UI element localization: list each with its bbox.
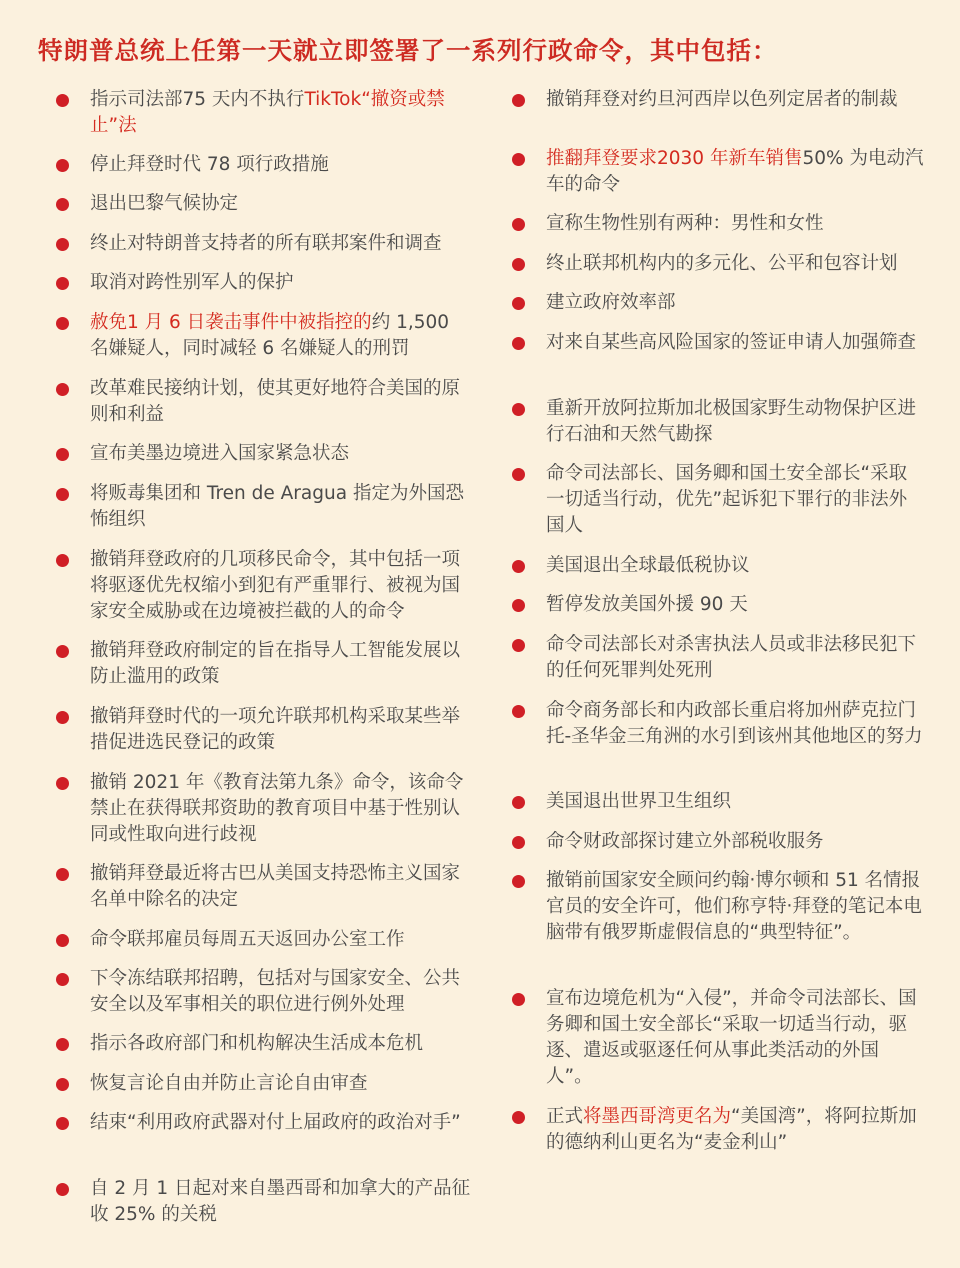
list-item-text <box>90 191 471 217</box>
list-item-text <box>90 1110 471 1136</box>
item-text-segment: 50% 为电动汽车的命令 <box>546 148 924 195</box>
bullet-icon <box>56 1183 69 1196</box>
item-text-segment: 撤销拜登最近将古巴从美国支持恐怖主义国家名单中除名的决定 <box>90 863 461 910</box>
bullet-icon <box>56 554 69 567</box>
page-title: 特朗普总统上任第一天就立即签署了一系列行政命令，其中包括： <box>38 36 778 65</box>
bullet-icon <box>56 448 69 461</box>
bullet-icon <box>56 198 69 211</box>
list-item-text <box>90 231 471 257</box>
bullet-icon <box>512 403 525 416</box>
bullet-icon <box>56 383 69 396</box>
bullet-icon <box>512 297 525 310</box>
bullet-icon <box>512 705 525 718</box>
item-text-segment: 撤销拜登政府制定的旨在指导人工智能发展以防止滥用的政策 <box>90 640 461 687</box>
item-text-segment: 美国退出全球最低税协议 <box>546 555 750 576</box>
list-item-text <box>546 553 924 579</box>
bullet-icon <box>56 159 69 172</box>
list-item-text <box>546 87 924 113</box>
list-item-text <box>546 251 924 277</box>
bullet-icon <box>56 94 69 107</box>
item-text-segment: 结束“利用政府武器对付上届政府的政治对手” <box>90 1112 461 1133</box>
item-text-segment: 撤销拜登政府的几项移民命令，其中包括一项将驱逐优先权缩小到犯有严重罪行、被视为国家安全威胁或在边境被拦截的人的命令 <box>90 549 461 622</box>
list-item-text <box>546 789 924 815</box>
bullet-icon <box>512 836 525 849</box>
bullet-icon <box>512 599 525 612</box>
bullet-icon <box>56 645 69 658</box>
item-text-segment: 撤销 2021 年《教育法第九条》命令，该命令禁止在获得联邦资助的教育项目中基于性别认同或性取向进行歧视 <box>90 772 464 845</box>
item-text-segment: 宣布边境危机为“入侵”，并命令司法部长、国务卿和国土安全部长“采取一切适当行动，驱逐、遣返或驱逐任何从事此类活动的外国人”。 <box>546 988 917 1087</box>
item-text-segment: 将贩毒集团和 Tren de Aragua 指定为外国恐怖组织 <box>90 483 464 530</box>
list-item-text <box>90 1031 471 1057</box>
bullet-icon <box>56 1038 69 1051</box>
list-item-text <box>90 441 471 467</box>
item-text-segment: 重新开放阿拉斯加北极国家野生动物保护区进行石油和天然气勘探 <box>546 398 917 445</box>
item-text-segment: 宣布美墨边境进入国家紧急状态 <box>90 443 350 464</box>
bullet-icon <box>56 488 69 501</box>
list-item-text <box>90 638 471 690</box>
item-text-segment: 命令司法部长对杀害执法人员或非法移民犯下的任何死罪判处死刑 <box>546 634 917 681</box>
list-item-text <box>90 704 471 756</box>
bullet-icon <box>56 317 69 330</box>
list-item-text <box>546 461 924 539</box>
highlight-text: 赦免1 月 6 日袭击事件中被指控的 <box>90 312 372 333</box>
bullet-icon <box>512 258 525 271</box>
list-item-text <box>90 770 471 848</box>
item-text-segment: 宣称生物性别有两种：男性和女性 <box>546 213 824 234</box>
item-text-segment: 终止对特朗普支持者的所有联邦案件和调查 <box>90 233 442 254</box>
item-text-segment: 正式 <box>546 1106 584 1127</box>
bullet-icon <box>512 560 525 573</box>
list-item-text <box>90 547 471 625</box>
list-item-text <box>90 966 471 1018</box>
item-text-segment: 指示各政府部门和机构解决生活成本危机 <box>90 1033 424 1054</box>
list-item-text <box>546 592 924 618</box>
item-text-segment: “美国湾”，将阿拉斯加的德纳利山更名为“麦金利山” <box>546 1106 917 1153</box>
list-item-text <box>546 868 924 946</box>
list-item-text <box>90 376 471 428</box>
list-item-text <box>90 927 471 953</box>
list-item-text <box>90 1071 471 1097</box>
item-text-segment: 美国退出世界卫生组织 <box>546 791 732 812</box>
item-text-segment: 终止联邦机构内的多元化、公平和包容计划 <box>546 253 898 274</box>
bullet-icon <box>56 238 69 251</box>
list-item-text <box>546 396 924 448</box>
list-item-text <box>90 1176 471 1228</box>
bullet-icon <box>512 639 525 652</box>
list-item-text <box>546 1104 924 1156</box>
list-item-text <box>546 290 924 316</box>
bullet-icon <box>512 993 525 1006</box>
highlight-text: 推翻拜登要求2030 年新车销售 <box>546 148 803 169</box>
list-item-text <box>90 310 471 362</box>
bullet-icon <box>512 153 525 166</box>
list-item-text <box>546 986 924 1090</box>
list-item-text <box>546 698 924 750</box>
item-text-segment: 改革难民接纳计划，使其更好地符合美国的原则和利益 <box>90 378 461 425</box>
bullet-icon <box>56 1117 69 1130</box>
item-text-segment: 命令财政部探讨建立外部税收服务 <box>546 831 824 852</box>
item-text-segment: 对来自某些高风险国家的签证申请人加强筛查 <box>546 332 917 353</box>
item-text-segment: 暂停发放美国外援 90 天 <box>546 594 748 615</box>
item-text-segment: 停止拜登时代 78 项行政措施 <box>90 154 329 175</box>
bullet-icon <box>56 934 69 947</box>
bullet-icon <box>512 796 525 809</box>
bullet-icon <box>56 868 69 881</box>
bullet-icon <box>56 277 69 290</box>
item-text-segment: 约 1,500 名嫌疑人，同时减轻 6 名嫌疑人的刑罚 <box>90 312 450 359</box>
item-text-segment: 指示司法部75 天内不执行 <box>90 89 305 110</box>
item-text-segment: 恢复言论自由并防止言论自由审查 <box>90 1073 368 1094</box>
list-item-text <box>546 632 924 684</box>
bullet-icon <box>512 337 525 350</box>
list-item-text <box>546 211 924 237</box>
list-item-text <box>90 87 471 139</box>
list-item-text <box>546 829 924 855</box>
list-item-text <box>546 330 924 356</box>
bullet-icon <box>512 468 525 481</box>
list-item-text <box>90 270 471 296</box>
bullet-icon <box>512 1111 525 1124</box>
item-text-segment: 取消对跨性别军人的保护 <box>90 272 294 293</box>
item-text-segment: 撤销拜登对约旦河西岸以色列定居者的制裁 <box>546 89 898 110</box>
list-item-text <box>90 861 471 913</box>
item-text-segment: 命令联邦雇员每周五天返回办公室工作 <box>90 929 405 950</box>
item-text-segment: 撤销前国家安全顾问约翰·博尔顿和 51 名情报官员的安全许可，他们称亨特·拜登的笔记本电脑带有俄罗斯虚假信息的“典型特征”。 <box>546 870 922 943</box>
highlight-text: 将墨西哥湾更名为 <box>583 1106 732 1127</box>
list-item-text <box>546 146 924 198</box>
bullet-icon <box>56 1078 69 1091</box>
list-item-text <box>90 481 471 533</box>
item-text-segment: 自 2 月 1 日起对来自墨西哥和加拿大的产品征收 25% 的关税 <box>90 1178 471 1225</box>
bullet-icon <box>56 711 69 724</box>
bullet-icon <box>512 218 525 231</box>
highlight-text: TikTok“撤资或禁止”法 <box>90 89 445 136</box>
item-text-segment: 命令司法部长、国务卿和国土安全部长“采取一切适当行动，优先”起诉犯下罪行的非法外国人 <box>546 463 908 536</box>
bullet-icon <box>56 973 69 986</box>
item-text-segment: 撤销拜登时代的一项允许联邦机构采取某些举措促进选民登记的政策 <box>90 706 461 753</box>
list-item-text <box>90 152 471 178</box>
item-text-segment: 下令冻结联邦招聘，包括对与国家安全、公共安全以及军事相关的职位进行例外处理 <box>90 968 461 1015</box>
item-text-segment: 退出巴黎气候协定 <box>90 193 239 214</box>
item-text-segment: 命令商务部长和内政部长重启将加州萨克拉门托-圣华金三角洲的水引到该州其他地区的努力 <box>546 700 923 747</box>
bullet-icon <box>56 777 69 790</box>
item-text-segment: 建立政府效率部 <box>546 292 676 313</box>
bullet-icon <box>512 94 525 107</box>
bullet-icon <box>512 875 525 888</box>
